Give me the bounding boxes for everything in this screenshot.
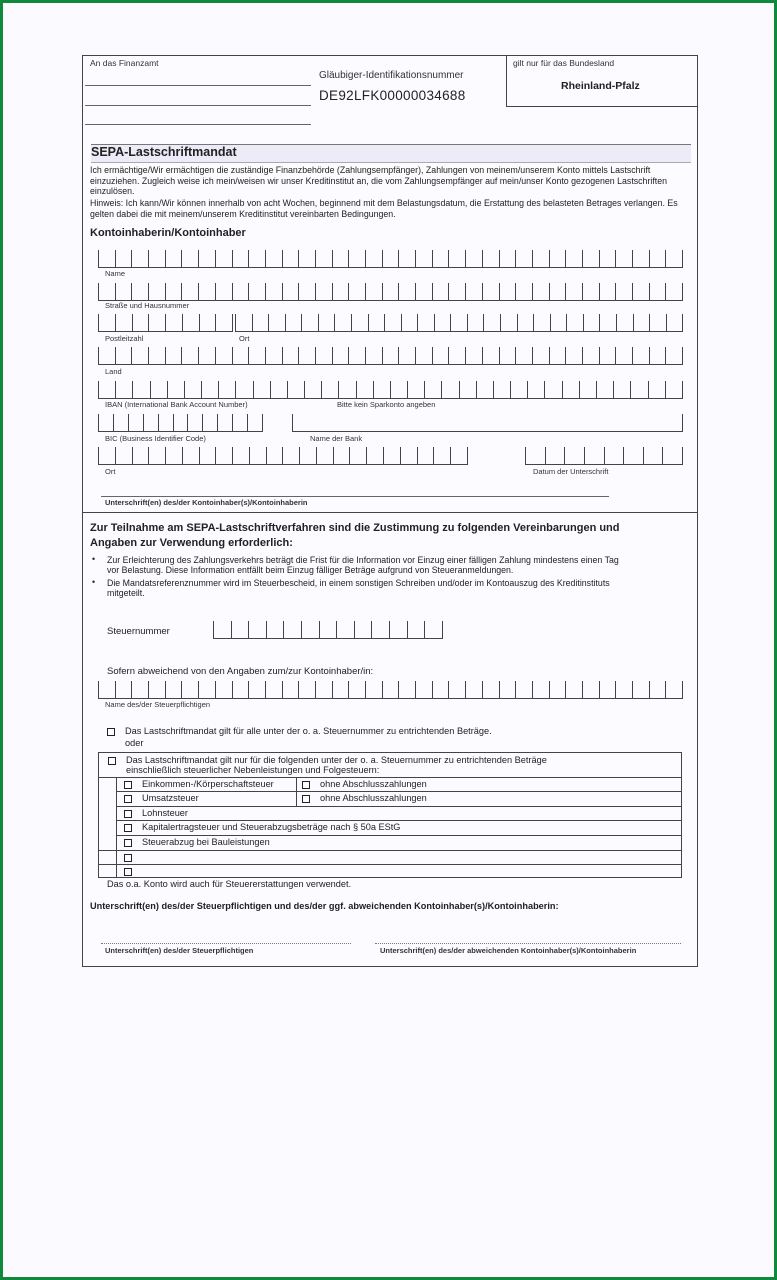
steuernummer-label: Steuernummer bbox=[107, 626, 170, 637]
tax-est-checkbox[interactable] bbox=[124, 781, 132, 789]
tax-ust[interactable] bbox=[124, 793, 199, 803]
option-specific-label-1: Das Lastschriftmandat gilt nur für die folgenden unter der o. a. Steuernummer zu entrichtenden Beträge bbox=[126, 755, 547, 765]
date-field[interactable] bbox=[525, 447, 683, 465]
tax-lst-label: Lohnsteuer bbox=[142, 808, 188, 818]
bullet-1-line-1: Zur Erleichterung des Zahlungsverkehrs beträgt die Frist für die Information vor Einzug einer fälligen Zahlung mindestens einen Tag bbox=[107, 555, 619, 565]
option-all-label: Das Lastschriftmandat gilt für alle unter der o. a. Steuernummer zu entrichtenden Beträge. bbox=[125, 726, 492, 736]
tax-options-box bbox=[98, 752, 682, 878]
tax-est[interactable] bbox=[124, 779, 274, 789]
holder2-signature-line[interactable] bbox=[375, 943, 681, 944]
tax-bau[interactable] bbox=[124, 837, 270, 847]
steuernummer-field[interactable] bbox=[213, 621, 443, 639]
country-label: Land bbox=[105, 367, 122, 376]
place-field[interactable] bbox=[98, 447, 468, 465]
city-field[interactable] bbox=[235, 314, 683, 332]
bundesland-value: Rheinland-Pfalz bbox=[561, 80, 640, 92]
country-field[interactable] bbox=[98, 347, 683, 365]
holder-signature-label: Unterschrift(en) des/der Kontoinhaber(s)/Kontoinhaberin bbox=[105, 498, 308, 507]
name-field[interactable] bbox=[98, 250, 683, 268]
place-label: Ort bbox=[105, 467, 116, 476]
option-specific-label-2: einschließlich steuerlicher Nebenleistungen und Folgesteuern: bbox=[126, 765, 380, 775]
glaeubiger-id: DE92LFK00000034688 bbox=[319, 88, 466, 103]
tax-custom-1[interactable] bbox=[124, 852, 142, 862]
agreement-heading-1: Zur Teilnahme am SEPA-Lastschriftverfahren sind die Zustimmung zu folgenden Vereinbarungen und bbox=[90, 522, 620, 534]
row-line bbox=[116, 806, 681, 807]
tax-ust-extra-checkbox[interactable] bbox=[302, 795, 310, 803]
tax-lst-checkbox[interactable] bbox=[124, 810, 132, 818]
tax-custom-2[interactable] bbox=[124, 866, 142, 876]
mandate-title-bar bbox=[91, 144, 691, 163]
row-line bbox=[99, 850, 681, 851]
tax-est-extra-checkbox[interactable] bbox=[302, 781, 310, 789]
option-all[interactable] bbox=[107, 726, 492, 736]
tax-est-label: Einkommen-/Körperschaftsteuer bbox=[142, 779, 274, 789]
zip-label: Postleitzahl bbox=[105, 334, 144, 343]
sepa-form bbox=[82, 55, 698, 967]
street-label: Straße und Hausnummer bbox=[105, 301, 190, 310]
mandate-title: SEPA-Lastschriftmandat bbox=[91, 145, 237, 159]
row-line bbox=[116, 835, 681, 836]
tax-ust-checkbox[interactable] bbox=[124, 795, 132, 803]
row-line bbox=[116, 791, 681, 792]
taxpayer-name-field[interactable] bbox=[98, 681, 683, 699]
mandate-text-1: Ich ermächtige/Wir ermächtigen die zuständige Finanzbehörde (Zahlungsempfänger), Zahlungen von meinem/unserem Konto mittels Lastschrift einzuziehen. Zugleich weise ich mein/weisen wir unser Kreditinstitut an, die vom Zahlungsempfänger auf mein/unser Konto gezogenen Lastschriften einzulösen. bbox=[90, 165, 668, 196]
holder2-signature-label: Unterschrift(en) des/der abweichenden Kontoinhaber(s)/Kontoinhaberin bbox=[380, 946, 637, 955]
row-line bbox=[99, 864, 681, 865]
iban-field[interactable] bbox=[98, 381, 683, 399]
option-specific[interactable] bbox=[108, 755, 547, 765]
tax-bau-label: Steuerabzug bei Bauleistungen bbox=[142, 837, 270, 847]
taxpayer-name-label: Name des/der Steuerpflichtigen bbox=[105, 700, 211, 709]
holder-signature-line[interactable] bbox=[101, 496, 609, 497]
bullet-2-marker: • bbox=[92, 577, 96, 587]
mandate-text-2: Hinweis: Ich kann/Wir können innerhalb von acht Wochen, beginnend mit dem Belastungsdatum, die Erstattung des belasteten Betrages verlangen. Es gelten dabei die mit meinem/unserem Kreditinstitut vereinbarten Bedingungen. bbox=[90, 198, 678, 219]
bundesland-box bbox=[506, 56, 697, 107]
tax-ust-label: Umsatzsteuer bbox=[142, 793, 199, 803]
city-label: Ort bbox=[239, 334, 250, 343]
finanzamt-line-3[interactable] bbox=[85, 124, 311, 125]
bic-label: BIC (Business Identifier Code) bbox=[105, 434, 206, 443]
option-all-checkbox[interactable] bbox=[107, 728, 115, 736]
final-signature-heading: Unterschrift(en) des/der Steuerpflichtigen und des/der ggf. abweichenden Kontoinhaber(s)/Kontoinhaberin: bbox=[90, 901, 559, 911]
iban-hint: Bitte kein Sparkonto angeben bbox=[337, 400, 436, 409]
abweichend-label: Sofern abweichend von den Angaben zum/zur Kontoinhaber/in: bbox=[107, 666, 374, 677]
bullet-1-marker: • bbox=[92, 554, 96, 564]
refund-note: Das o.a. Konto wird auch für Steuererstattungen verwendet. bbox=[107, 879, 352, 889]
bank-label: Name der Bank bbox=[310, 434, 363, 443]
iban-label: IBAN (International Bank Account Number) bbox=[105, 400, 248, 409]
bic-field[interactable] bbox=[98, 414, 263, 432]
tax-kapest-checkbox[interactable] bbox=[124, 824, 132, 832]
bullet-1-line-2: vor Belastung. Diese Information entfällt beim Einzug fälliger Beträge aufgrund von Steueranmeldungen. bbox=[107, 565, 514, 575]
tax-est-extra-label: ohne Abschlusszahlungen bbox=[320, 779, 427, 789]
tax-lst[interactable] bbox=[124, 808, 188, 818]
tax-custom-2-checkbox[interactable] bbox=[124, 868, 132, 876]
row-line bbox=[99, 777, 681, 778]
tax-est-extra[interactable] bbox=[302, 779, 427, 789]
finanzamt-label: An das Finanzamt bbox=[90, 58, 159, 68]
tax-bau-checkbox[interactable] bbox=[124, 839, 132, 847]
taxpayer-signature-line[interactable] bbox=[101, 943, 351, 944]
tax-kapest[interactable] bbox=[124, 822, 400, 832]
tax-custom-1-checkbox[interactable] bbox=[124, 854, 132, 862]
finanzamt-line-1[interactable] bbox=[85, 85, 311, 86]
finanzamt-line-2[interactable] bbox=[85, 105, 311, 106]
option-specific-checkbox[interactable] bbox=[108, 757, 116, 765]
street-field[interactable] bbox=[98, 283, 683, 301]
name-label: Name bbox=[105, 269, 126, 278]
col-line bbox=[296, 777, 297, 806]
zip-field[interactable] bbox=[98, 314, 233, 332]
bullet-2-line-2: mitgeteilt. bbox=[107, 588, 145, 598]
date-label: Datum der Unterschrift bbox=[533, 467, 609, 476]
col-line bbox=[116, 777, 117, 877]
bullet-2-line-1: Die Mandatsreferenznummer wird im Steuerbescheid, in einem sonstigen Schreiben und/oder im Kontoauszug des Kreditinstituts bbox=[107, 578, 610, 588]
holder-heading: Kontoinhaberin/Kontoinhaber bbox=[90, 227, 246, 239]
agreement-heading-2: Angaben zur Verwendung erforderlich: bbox=[90, 537, 293, 549]
tax-ust-extra[interactable] bbox=[302, 793, 427, 803]
oder-label: oder bbox=[125, 738, 144, 748]
glaeubiger-label: Gläubiger-Identifikationsnummer bbox=[319, 70, 464, 81]
bank-field[interactable] bbox=[292, 414, 683, 432]
taxpayer-signature-label: Unterschrift(en) des/der Steuerpflichtigen bbox=[105, 946, 254, 955]
row-line bbox=[116, 820, 681, 821]
tax-kapest-label: Kapitalertragsteuer und Steuerabzugsbeträge nach § 50a EStG bbox=[142, 822, 401, 832]
bundesland-label: gilt nur für das Bundesland bbox=[513, 58, 615, 68]
tax-ust-extra-label: ohne Abschlusszahlungen bbox=[320, 793, 427, 803]
section-divider bbox=[83, 512, 697, 513]
